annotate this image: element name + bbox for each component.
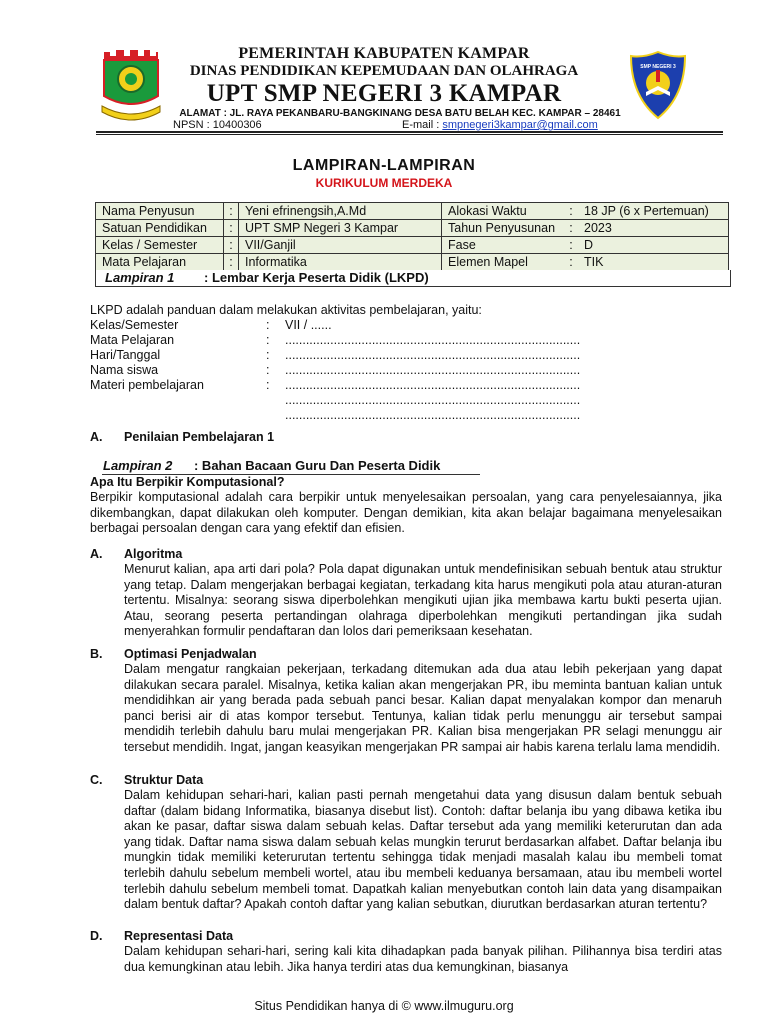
info-value: TIK	[578, 254, 729, 271]
info-value: VII/Ganjil	[239, 237, 442, 254]
info-key: Satuan Pendidikan	[96, 220, 224, 237]
reading-intro: Berpikir komputasional adalah cara berpikir untuk menyelesaikan persoalan, yang cara penyelesaiannya, jika dikembangkan, dapat dilakukan oleh komputer. Dengan demikian, kita akan belajar bagaimana menyelesaikan berbagai persoalan dengan cara yang efektif dan efisien.	[90, 490, 722, 536]
lkpd-value: .....................................................................................	[285, 378, 581, 392]
lkpd-extra-line: .....................................................................................	[285, 408, 581, 422]
header-email	[402, 119, 598, 131]
info-key: Nama Penyusun	[96, 203, 224, 220]
info-value: 2023	[578, 220, 729, 237]
lkpd-colon: :	[266, 318, 270, 332]
info-value: Informatika	[239, 254, 442, 271]
info-key: Fase	[442, 237, 565, 254]
section-letter: D.	[90, 929, 103, 943]
info-colon: :	[564, 220, 578, 237]
lkpd-row	[90, 363, 581, 378]
lampiran-1-row	[95, 270, 731, 287]
lkpd-value: VII / ......	[285, 318, 332, 332]
section-heading	[0, 647, 768, 663]
info-colon: :	[224, 203, 239, 220]
info-key: Kelas / Semester	[96, 237, 224, 254]
section-letter: C.	[90, 773, 103, 787]
lkpd-row	[90, 378, 581, 393]
lampiran-1-label: Lampiran 1	[105, 270, 175, 285]
info-colon: :	[564, 203, 578, 220]
header-rule-thin	[96, 134, 723, 135]
info-value: Yeni efrinengsih,A.Md	[239, 203, 442, 220]
lkpd-row	[90, 333, 581, 348]
lkpd-colon: :	[266, 333, 270, 347]
section-heading	[0, 547, 768, 563]
section-letter: A.	[90, 430, 103, 444]
doc-subtitle: KURIKULUM MERDEKA	[315, 176, 453, 190]
lkpd-label: Kelas/Semester	[90, 318, 179, 332]
info-value: UPT SMP Negeri 3 Kampar	[239, 220, 442, 237]
section-body: Dalam kehidupan sehari-hari, kalian pasti pernah mengetahui data yang disusun dalam bentuk sebuah daftar (dalam bidang Informatika, biasanya disebut list). Contoh: daftar belanja ibu yang dibawa ketika ibu akan ke pasar, daftar siswa dalam sebuah kelas. Daftar tersebut ada yang memiliki keterurutan dan ada yang tidak. Daftar nama siswa dalam sebuah kelas mungkin terurut berdasarkan alfabet. Daftar belanja ibu mungkin tidak memiliki keterurutan tertentu sehingga tidak menjadi masalah kalau ibu membeli tomat terlebih dahulu sebelum membeli wortel, atau ibu membeli keduanya bersamaan, atau ibu membeli wortel terlebih dahulu sebelum membeli tomat. Dapatkah kalian menyebutkan contoh lain data yang disampaikan dalam bentuk daftar? Apakah contoh daftar yang kalian sebutkan, diurutkan berdasarkan aturan tertentu?	[124, 788, 722, 912]
email-link[interactable]: smpnegeri3kampar@gmail.com	[442, 119, 598, 131]
section-letter: A.	[90, 547, 103, 561]
doc-title: LAMPIRAN-LAMPIRAN	[292, 157, 476, 174]
info-key: Elemen Mapel	[442, 254, 565, 271]
table-row	[96, 254, 729, 271]
lkpd-row	[90, 348, 581, 363]
lkpd-value: .....................................................................................	[285, 333, 581, 347]
lkpd-row	[90, 393, 581, 408]
lkpd-label: Nama siswa	[90, 363, 159, 377]
info-colon: :	[564, 237, 578, 254]
section-letter: B.	[90, 647, 103, 661]
lampiran-2-value: : Bahan Bacaan Guru Dan Peserta Didik	[193, 458, 441, 473]
lampiran-2-row	[103, 458, 440, 473]
info-key: Mata Pelajaran	[96, 254, 224, 271]
section-body: Menurut kalian, apa arti dari pola? Pola dapat digunakan untuk mendefinisikan sebuah bentuk atau struktur yang tetap. Dalam mengerjakan berbagai kegiatan, terkadang kita harus mengikuti pola atau aturan-aturan tertentu. Misalnya: seorang siswa diperbolehkan mengikuti ujian jika membawa kartu bukti peserta ujian. Atau, seorang peserta pertandingan olahraga diperbolehkan mengikuti pertandingan jika sudah menyerahkan formulir pendaftaran dan lolos dari pemeriksaan kesehatan.	[124, 562, 722, 639]
lkpd-value: .....................................................................................	[285, 363, 581, 377]
info-key: Tahun Penyusunan	[442, 220, 565, 237]
email-label: E-mail :	[402, 119, 443, 131]
page-footer: Situs Pendidikan hanya di © www.ilmuguru.org	[254, 999, 514, 1013]
lkpd-label: Mata Pelajaran	[90, 333, 175, 347]
section-title: Algoritma	[124, 547, 183, 561]
table-row	[96, 203, 729, 220]
reading-heading: Apa Itu Berpikir Komputasional?	[90, 475, 285, 489]
info-colon: :	[564, 254, 578, 271]
section-body: Dalam kehidupan sehari-hari, sering kali kita dihadapkan pada banyak pilihan. Pilihannya bisa terdiri atas dua kemungkinan atau lebih. Jika hanya terdiri atas dua kemungkinan, biasanya	[124, 944, 722, 974]
lkpd-label: Hari/Tanggal	[90, 348, 161, 362]
section-title: Optimasi Penjadwalan	[124, 647, 257, 661]
section-title: Representasi Data	[124, 929, 234, 943]
info-value: D	[578, 237, 729, 254]
info-colon: :	[224, 237, 239, 254]
lkpd-colon: :	[266, 378, 270, 392]
info-value: 18 JP (6 x Pertemuan)	[578, 203, 729, 220]
header-npsn: NPSN : 10400306	[173, 119, 262, 131]
lkpd-label: Materi pembelajaran	[90, 378, 204, 392]
lampiran-2-label: Lampiran 2	[103, 458, 173, 473]
lkpd-colon: :	[266, 363, 270, 377]
lkpd-row	[90, 318, 530, 333]
header-government: PEMERINTAH KABUPATEN KAMPAR	[238, 45, 530, 62]
lampiran-1-value: : Lembar Kerja Peserta Didik (LKPD)	[204, 270, 429, 285]
header-rule-thick	[96, 131, 723, 133]
header-school-name: UPT SMP NEGERI 3 KAMPAR	[206, 80, 562, 107]
info-colon: :	[224, 220, 239, 237]
table-row	[96, 237, 729, 254]
section-title: Struktur Data	[124, 773, 204, 787]
section-heading	[0, 929, 768, 945]
header-department: DINAS PENDIDIKAN KEPEMUDAAN DAN OLAHRAGA	[189, 63, 579, 79]
lkpd-row	[90, 408, 581, 423]
assessment-heading	[0, 430, 768, 446]
lkpd-intro: LKPD adalah panduan dalam melakukan aktivitas pembelajaran, yaitu:	[90, 303, 482, 317]
info-table	[95, 202, 729, 271]
lkpd-extra-line: .....................................................................................	[285, 393, 581, 407]
lkpd-colon: :	[266, 348, 270, 362]
section-body: Dalam mengatur rangkaian pekerjaan, terkadang ditemukan ada dua atau lebih pekerjaan yang dapat dilakukan secara paralel. Misalnya, ketika kalian akan mengerjakan PR, ibu meminta bantuan kalian untuk mendidihkan air yang berada pada sebuah panci besar. Kalian dapat menyalakan kompor dan menaruh panci berisi air di atas kompor tersebut. Tentunya, kalian tidak perlu menunggu air tersebut sampai mendidih terlebih dahulu baru mulai mengerjakan PR. Kalian bisa mengerjakan PR selagi menunggu air tersebut mendidih. Ingat, jangan keasyikan mengerjakan PR sampai air habis karena terlalu lama mendidih.	[124, 662, 722, 754]
info-key: Alokasi Waktu	[442, 203, 565, 220]
header-address: ALAMAT : JL. RAYA PEKANBARU-BANGKINANG DESA BATU BELAH KEC. KAMPAR – 28461	[179, 108, 621, 119]
info-colon: :	[224, 254, 239, 271]
table-row	[96, 220, 729, 237]
section-heading	[0, 773, 768, 789]
lkpd-value: .....................................................................................	[285, 348, 581, 362]
section-title: Penilaian Pembelajaran 1	[124, 430, 275, 444]
logo-caption: SMP NEGERI 3	[640, 64, 676, 70]
